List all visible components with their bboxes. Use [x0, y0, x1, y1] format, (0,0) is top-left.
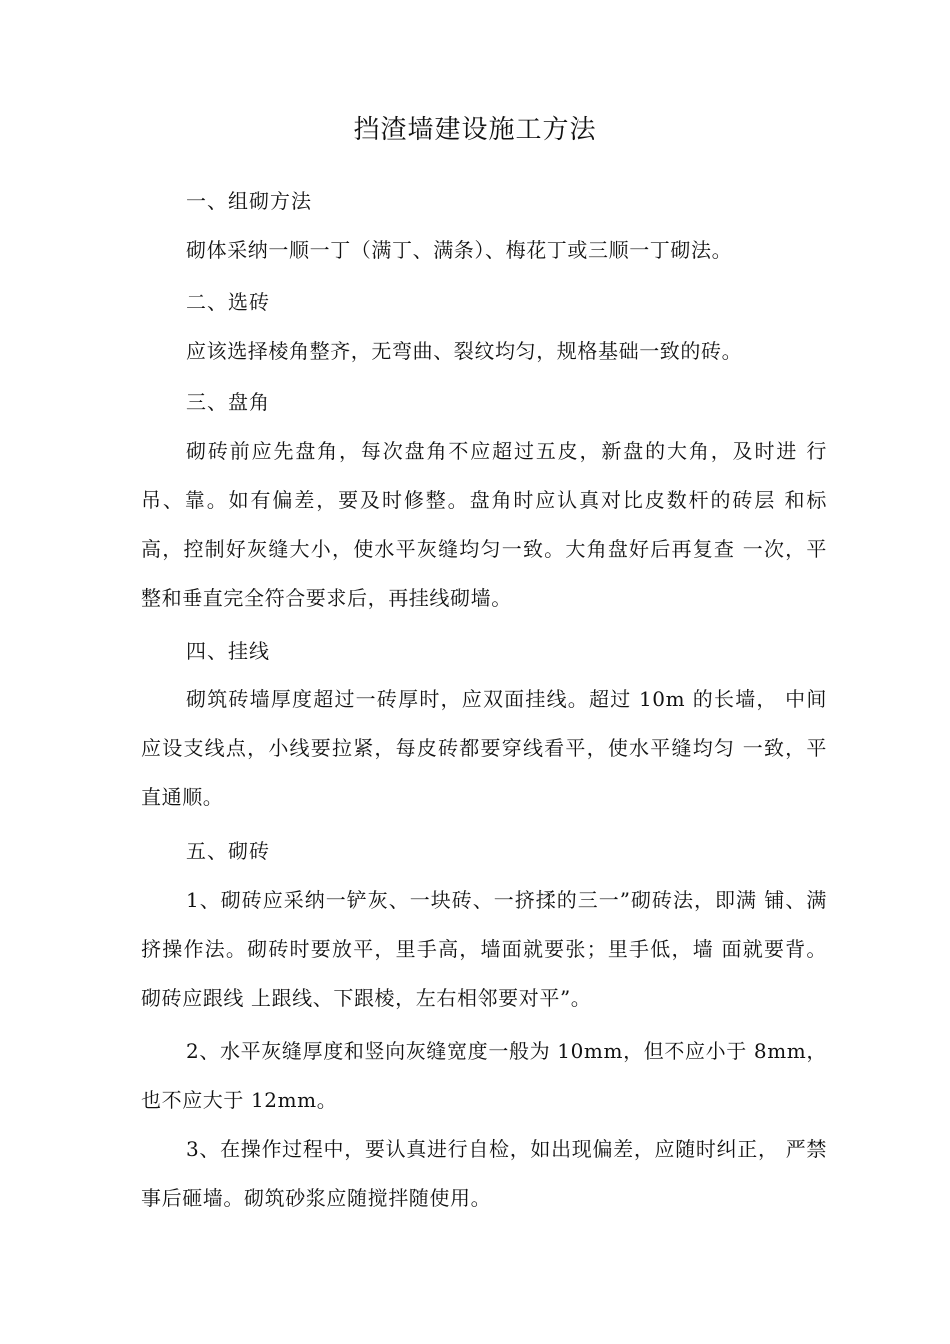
section-heading-5: 五、砌砖 [186, 839, 270, 863]
section-heading-1: 一、组砌方法 [186, 189, 312, 213]
section-5-paragraph-1: 1、砌砖应采纳一铲灰、一块砖、一挤揉的三一”砌砖法，即满 铺、满挤操作法。砌砖时要放平，里手高，墙面就要张；里手低，墙 面就要背。砌砖应跟线 上跟线、下跟棱，左右相邻要对平”。 [141, 888, 827, 1010]
document-title: 挡渣墙建设施工方法 [353, 115, 597, 145]
section-5-paragraph-2: 2、水平灰缝厚度和竖向灰缝宽度一般为 10mm，但不应小于 8mm， 也不应大于 12mm。 [141, 1039, 827, 1112]
section-2-paragraph: 应该选择棱角整齐，无弯曲、裂纹均匀，规格基础一致的砖。 [186, 339, 743, 363]
section-heading-2: 二、选砖 [186, 290, 270, 314]
section-heading-4: 四、挂线 [186, 639, 270, 663]
section-3-paragraph: 砌砖前应先盘角，每次盘角不应超过五皮，新盘的大角，及时进 行吊、靠。如有偏差，要及时修整。盘角时应认真对比皮数杆的砖层 和标高，控制好灰缝大小，使水平灰缝均匀一致。大角盘好后再复查 一次，平整和垂直完全符合要求后，再挂线砌墙。 [141, 439, 827, 610]
section-1-paragraph: 砌体采纳一顺一丁（满丁、满条）、梅花丁或三顺一丁砌法。 [186, 238, 733, 262]
section-4-paragraph: 砌筑砖墙厚度超过一砖厚时，应双面挂线。超过 10m 的长墙， 中间应设支线点，小线要拉紧，每皮砖都要穿线看平，使水平缝均匀 一致，平直通顺。 [141, 687, 827, 809]
section-5-paragraph-3: 3、在操作过程中，要认真进行自检，如出现偏差，应随时纠正， 严禁事后砸墙。砌筑砂浆应随搅拌随使用。 [141, 1137, 827, 1210]
section-heading-3: 三、盘角 [186, 390, 270, 414]
